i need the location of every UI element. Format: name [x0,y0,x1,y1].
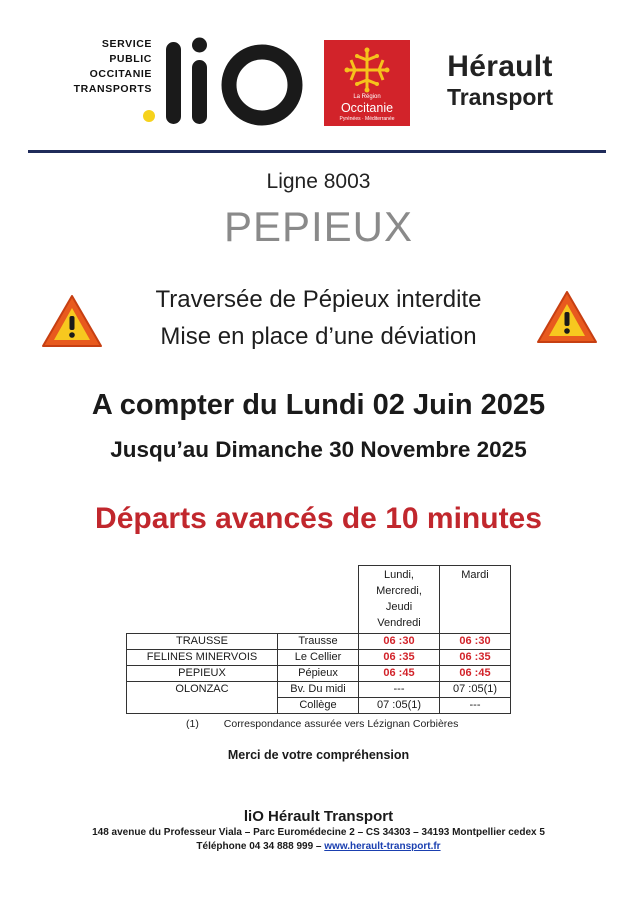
empty-cell [127,566,278,634]
end-date: Jusqu’au Dimanche 30 Novembre 2025 [110,437,527,462]
commune-cell: PEPIEUX [127,666,278,682]
time-cell-b: 07 :05(1) [440,682,511,698]
warning-line-2: Mise en place d’une déviation [160,323,477,350]
header-divider [28,150,606,153]
herault-title: Hérault [447,50,553,83]
departure-notice: Départs avancés de 10 minutes [95,502,542,535]
stop-cell: Pépieux [278,666,359,682]
occitan-cross-icon [340,46,394,94]
table-row [127,650,511,666]
timetable-footnote [186,718,458,730]
service-line-2: PUBLIC [109,53,152,65]
time-cell-b: 06 :30 [440,634,511,650]
lio-logo [158,30,308,130]
footer-address: 148 avenue du Professeur Viala – Parc Euromédecine 2 – CS 34303 – 34193 Montpellier cedex 5 [92,827,545,838]
warning-line-1: Traversée de Pépieux interdite [155,286,482,313]
footer-contact [0,841,637,852]
stop-cell: Collège [278,698,359,714]
commune-cell: OLONZAC [127,682,278,714]
empty-cell [278,566,359,634]
region-occitanie-logo [324,40,410,126]
service-line-3: OCCITANIE [89,68,152,80]
header-day: Vendredi [377,617,421,629]
header-day: Lundi, [384,569,414,581]
header-days-b [440,566,511,634]
header-days-a [359,566,440,634]
timetable-header-row [127,566,511,634]
region-label-sub: Pyrénées · Méditerranée [339,116,395,122]
time-cell-a: 07 :05(1) [359,698,440,714]
service-line-4: TRANSPORTS [73,83,152,95]
footnote-marker: (1) [186,718,199,730]
footer-organization: liO Hérault Transport [243,808,394,825]
time-cell-a: --- [359,682,440,698]
start-date: A compter du Lundi 02 Juin 2025 [91,389,546,421]
timetable [126,565,511,714]
line-number: Ligne 8003 [266,170,371,193]
website-link[interactable]: www.herault-transport.fr [324,841,441,852]
time-cell-b: 06 :35 [440,650,511,666]
header-day: Mardi [461,569,489,581]
service-public-occitanie-transports [62,37,152,97]
time-cell-b: --- [440,698,511,714]
sun-dot-icon [143,110,155,122]
time-cell-a: 06 :35 [359,650,440,666]
stop-cell: Bv. Du midi [278,682,359,698]
region-label-small: La Région [353,94,381,100]
footnote-text: Correspondance assurée vers Lézignan Corbières [223,718,459,730]
header-day: Mercredi, [376,585,422,597]
commune-cell: TRAUSSE [127,634,278,650]
header-day: Jeudi [385,601,413,613]
table-row [127,634,511,650]
time-cell-a: 06 :30 [359,634,440,650]
town-name: PEPIEUX [223,203,414,250]
time-cell-b: 06 :45 [440,666,511,682]
region-label-occitanie: Occitanie [340,101,394,115]
commune-cell: FELINES MINERVOIS [127,650,278,666]
table-row [127,682,511,698]
herault-subtitle: Transport [446,84,554,110]
table-row [127,666,511,682]
footer-phone: Téléphone 04 34 888 999 – [196,841,322,852]
thanks-message: Merci de votre compréhension [227,748,410,762]
stop-cell: Le Cellier [278,650,359,666]
stop-cell: Trausse [278,634,359,650]
time-cell-a: 06 :45 [359,666,440,682]
service-line-1: SERVICE [101,38,152,50]
